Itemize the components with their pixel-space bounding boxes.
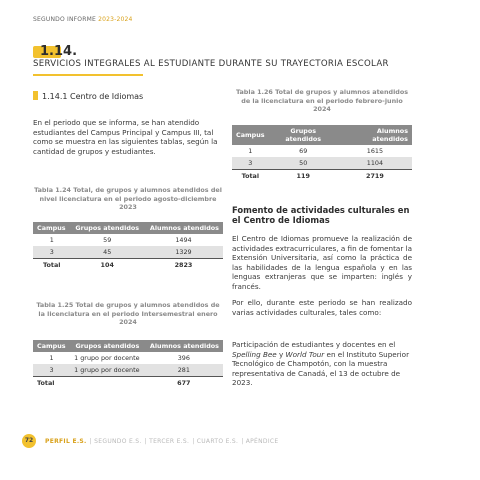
table-26-caption: Tabla 1.26 Total de grupos y alumnos atendidos de la licenciatura en el periodo febrero-junio 2024 xyxy=(235,88,409,114)
col-header-grupos: Grupos atendidos xyxy=(70,222,143,234)
subsection-marker xyxy=(33,91,38,100)
table-25-caption: Tabla 1.25 Total de grupos y alumnos atendidos de la licenciatura en el periodo Intersemestral enero 2024 xyxy=(36,301,220,327)
intro-paragraph: En el periodo que se informa, se han atendido estudiantes del Campus Principal y Campus III, tal como se muestra en las siguientes tablas, según la cantidad de grupos y estudiantes. xyxy=(33,118,218,156)
fomento-heading: Fomento de actividades culturales en el Centro de Idiomas xyxy=(232,205,410,225)
footer-item-perfil[interactable]: PERFIL E.S. xyxy=(45,438,87,445)
footer-item-tercer[interactable]: TERCER E.S. xyxy=(149,438,190,445)
fomento-paragraph-1: El Centro de Idiomas promueve la realización de actividades extracurriculares, a fin de fomentar la Extensión Universitaria, así como la práctica de las habilidades de la lengua española y en las lenguas extranjeras que se imparten: inglés y francés. xyxy=(232,234,412,291)
table-26 xyxy=(232,125,412,182)
p3-text-a: Participación de estudiantes y docentes en el xyxy=(232,340,396,349)
page-number: 72 xyxy=(22,434,36,448)
cell-total-alumnos: 2823 xyxy=(144,259,223,272)
cell-alumnos: 281 xyxy=(145,364,223,377)
table-row xyxy=(232,157,412,170)
cell-total-grupos: 119 xyxy=(269,170,338,183)
table-25 xyxy=(33,340,223,389)
col-header-alumnos: Alumnos atendidos xyxy=(145,340,223,352)
cell-total-label: Total xyxy=(33,259,70,272)
cell-campus: 3 xyxy=(33,364,70,377)
spelling-bee-text: Spelling Bee xyxy=(232,349,277,359)
table-total-row xyxy=(232,170,412,183)
table-row xyxy=(232,145,412,157)
col-header-grupos: Grupos atendidos xyxy=(70,340,145,352)
col-header-alumnos: Alumnos atendidos xyxy=(338,125,412,145)
cell-alumnos: 1329 xyxy=(144,246,223,259)
footer-item-segundo[interactable]: SEGUNDO E.S. xyxy=(94,438,142,445)
table-total-row xyxy=(33,259,223,272)
footer-nav: PERFIL E.S. | SEGUNDO E.S. | TERCER E.S. | CUARTO E.S. | APÉNDICE xyxy=(45,438,279,445)
subsection-heading xyxy=(33,91,143,101)
col-header-campus: Campus xyxy=(33,222,70,234)
cell-alumnos: 1615 xyxy=(366,147,384,155)
table-header-row xyxy=(232,125,412,145)
cell-campus: 1 xyxy=(49,236,54,244)
col-header-alumnos: Alumnos atendidos xyxy=(144,222,223,234)
table-row xyxy=(33,234,223,246)
table-24 xyxy=(33,222,223,271)
col-header-campus: Campus xyxy=(33,340,70,352)
cell-alumnos: 1494 xyxy=(175,236,192,244)
p3-text-c: y xyxy=(276,349,286,359)
table-24-caption: Tabla 1.24 Total, de grupos y alumnos atendidos del nivel licenciatura en el periodo agosto-diciembre 2023 xyxy=(34,186,222,212)
cell-grupos: 50 xyxy=(269,157,338,170)
cell-grupos: 59 xyxy=(103,236,112,244)
cell-grupos: 1 grupo por docente xyxy=(74,354,140,362)
cell-total-label: Total xyxy=(33,377,70,390)
subsection-number: 1.14.1 xyxy=(42,92,68,101)
cell-campus: 3 xyxy=(232,157,269,170)
table-row xyxy=(33,246,223,259)
footer-item-cuarto[interactable]: CUARTO E.S. xyxy=(196,438,239,445)
cell-total-alumnos: 2719 xyxy=(338,170,412,183)
cell-campus: 1 xyxy=(248,147,253,155)
cell-total-alumnos: 677 xyxy=(145,377,223,390)
section-underline xyxy=(33,74,143,76)
cell-grupos: 1 grupo por docente xyxy=(70,364,145,377)
section-title: SERVICIOS INTEGRALES AL ESTUDIANTE DURANTE SU TRAYECTORIA ESCOLAR xyxy=(33,59,389,69)
table-row xyxy=(33,364,223,377)
cell-campus: 3 xyxy=(33,246,70,259)
fomento-paragraph-3 xyxy=(232,340,412,388)
cell-alumnos: 396 xyxy=(177,354,190,362)
table-header-row xyxy=(33,222,223,234)
fomento-paragraph-2: Por ello, durante este periodo se han realizado varias actividades culturales, tales como: xyxy=(232,298,412,317)
p3-text-e: en el Instituto Superior Tecnológico de Champotón, con la muestra representativa de Canadá, el 13 de octubre de 2023. xyxy=(232,349,410,388)
cell-campus: 1 xyxy=(49,354,54,362)
cell-total-label: Total xyxy=(232,170,269,183)
cell-alumnos: 1104 xyxy=(338,157,412,170)
cell-grupos: 69 xyxy=(299,147,308,155)
footer-item-apendice[interactable]: APÉNDICE xyxy=(245,438,279,445)
world-tour-text: World Tour xyxy=(285,349,325,359)
running-header xyxy=(33,16,133,23)
section-number: 1.14. xyxy=(40,44,78,59)
table-total-row xyxy=(33,377,223,390)
table-header-row xyxy=(33,340,223,352)
cell-total-grupos xyxy=(70,377,145,390)
report-label: SEGUNDO INFORME xyxy=(33,16,96,23)
cell-total-grupos: 104 xyxy=(70,259,143,272)
table-row xyxy=(33,352,223,364)
subsection-title: Centro de Idiomas xyxy=(70,92,144,101)
col-header-campus: Campus xyxy=(232,125,269,145)
col-header-grupos: Grupos atendidos xyxy=(269,125,338,145)
cell-grupos: 45 xyxy=(70,246,143,259)
report-year: 2023-2024 xyxy=(98,16,133,23)
